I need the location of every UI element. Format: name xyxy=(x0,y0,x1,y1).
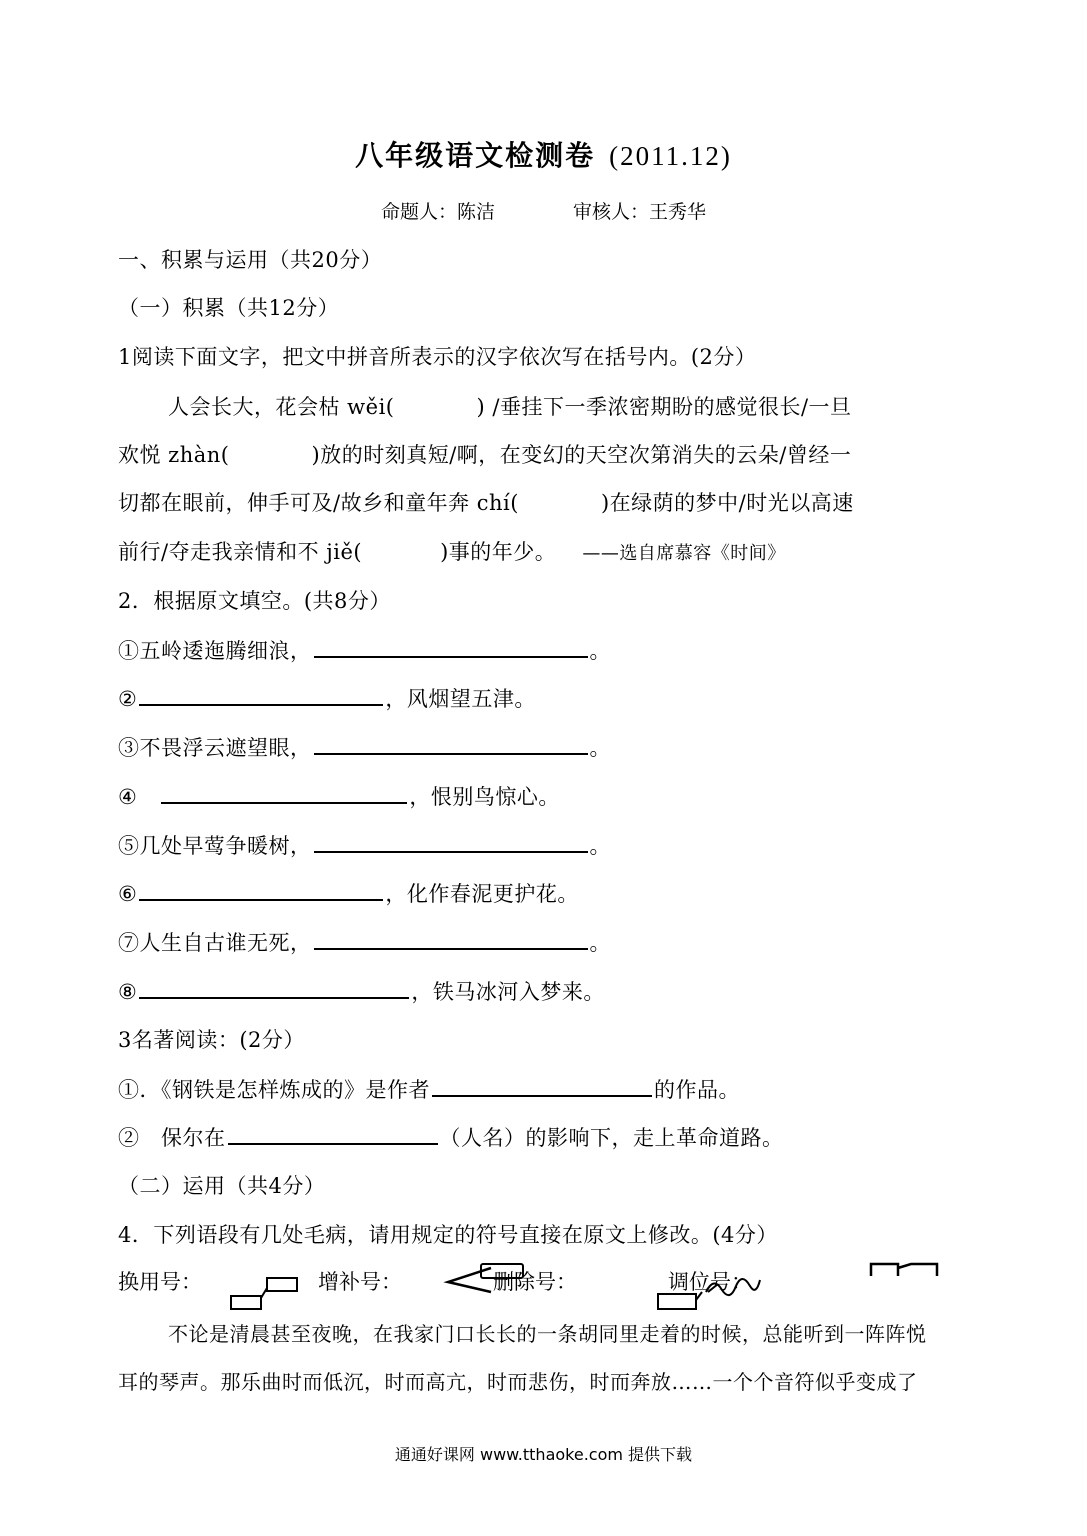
transpose-symbol-label: 调位号： xyxy=(668,1270,752,1294)
q2-item-3 xyxy=(118,731,611,762)
page-title xyxy=(0,134,1087,174)
title-date: (2011.12) xyxy=(609,141,732,171)
answer-blank[interactable] xyxy=(228,1121,438,1145)
replace-symbol-icon xyxy=(231,1278,297,1309)
authors-line xyxy=(0,197,1087,224)
q1-line-1-b: ) /垂挂下一季浓密期盼的感觉很长/一旦 xyxy=(476,395,852,419)
delete-symbol-label: 删除号： xyxy=(493,1270,577,1294)
q2-item-2-pre: ② xyxy=(118,687,138,711)
q2-item-2-post: ，风烟望五津。 xyxy=(385,687,536,711)
question-3-prompt: 3名著阅读：(2分） xyxy=(118,1028,305,1052)
insert-symbol-label: 增补号： xyxy=(318,1270,402,1294)
q1-line-3-a: 切都在眼前，伸手可及/故乡和童年奔 chí( xyxy=(118,491,519,515)
answer-blank[interactable] xyxy=(139,975,409,999)
q2-item-1-post: 。 xyxy=(589,639,611,663)
transpose-symbol-icon xyxy=(706,1279,760,1295)
answer-blank[interactable] xyxy=(161,780,407,804)
q2-item-7-pre: ⑦人生自古谁无死， xyxy=(118,931,312,955)
footer-credit: 通通好课网 www.tthaoke.com 提供下载 xyxy=(394,1445,693,1464)
q3-item-1 xyxy=(118,1073,740,1104)
q2-item-8-pre: ⑧ xyxy=(118,980,138,1004)
question-4-prompt: 4．下列语段有几处毛病，请用规定的符号直接在原文上修改。(4分） xyxy=(118,1223,778,1247)
q2-item-3-post: 。 xyxy=(589,736,611,760)
q1-line-3 xyxy=(118,487,854,517)
q2-item-8-post: ，铁马冰河入梦来。 xyxy=(411,980,605,1004)
q2-item-7 xyxy=(118,926,611,957)
q2-item-5-post: 。 xyxy=(589,834,611,858)
q1-line-1 xyxy=(168,391,852,421)
q1-line-2 xyxy=(118,439,851,469)
q1-line-1-a: 人会长大，花会枯 wěi( xyxy=(168,395,395,419)
q1-line-4-a: 前行/夺走我亲情和不 jiě( xyxy=(118,540,363,564)
q1-line-2-b: )放的时刻真短/啊，在变幻的天空次第消失的云朵/曾经一 xyxy=(311,443,852,467)
q2-item-7-post: 。 xyxy=(589,931,611,955)
q1-line-3-b: )在绿荫的梦中/时光以高速 xyxy=(600,491,854,515)
q2-item-6 xyxy=(118,877,579,908)
q3-item-1-post: 的作品。 xyxy=(654,1078,740,1102)
q1-line-4 xyxy=(118,536,786,566)
q2-item-2 xyxy=(118,682,536,713)
q4-paragraph-line-1: 不论是清晨甚至夜晚，在我家门口长长的一条胡同里走着的时候，总能听到一阵阵悦 xyxy=(168,1322,927,1346)
answer-blank[interactable] xyxy=(314,926,588,950)
q2-item-4-pre: ④ xyxy=(118,785,138,809)
q1-source: ——选自席慕容《时间》 xyxy=(582,543,786,564)
q2-item-5-pre: ⑤几处早莺争暖树， xyxy=(118,834,312,858)
replace-symbol-label: 换用号： xyxy=(118,1270,202,1294)
q1-line-4-b: )事的年少。 xyxy=(440,540,557,564)
answer-blank[interactable] xyxy=(314,731,588,755)
q2-item-8 xyxy=(118,975,605,1006)
q2-item-6-post: ，化作春泥更护花。 xyxy=(385,882,579,906)
q2-item-1 xyxy=(118,634,611,665)
correction-symbols-row xyxy=(118,1262,978,1314)
correction-symbols-drawing xyxy=(118,1262,978,1314)
q2-item-1-pre: ①五岭逶迤腾细浪， xyxy=(118,639,312,663)
delete-symbol-icon xyxy=(481,1264,523,1278)
question-1-prompt: 1阅读下面文字，把文中拼音所表示的汉字依次写在括号内。(2分） xyxy=(118,345,757,369)
bracket-symbol-icon xyxy=(871,1264,937,1276)
q2-item-4-post: ，恨别鸟惊心。 xyxy=(409,785,560,809)
q2-item-3-pre: ③不畏浮云遮望眼， xyxy=(118,736,312,760)
answer-blank[interactable] xyxy=(314,634,588,658)
answer-blank[interactable] xyxy=(432,1073,652,1097)
q1-line-2-a: 欢悦 zhàn( xyxy=(118,443,230,467)
subsection-heading-1: （一）积累（共12分） xyxy=(118,296,340,320)
section-heading: 一、积累与运用（共20分） xyxy=(118,248,383,272)
q2-item-4 xyxy=(118,780,560,811)
q4-paragraph-line-2: 耳的琴声。那乐曲时而低沉，时而高亢，时而悲伤，时而奔放……一个个音符似乎变成了 xyxy=(118,1370,918,1394)
q2-item-6-pre: ⑥ xyxy=(118,882,138,906)
author: 命题人：陈洁 xyxy=(380,201,495,223)
q2-item-5 xyxy=(118,829,611,860)
subsection-heading-2: （二）运用（共4分） xyxy=(118,1174,326,1198)
insert-symbol-icon xyxy=(448,1268,491,1292)
q3-item-2 xyxy=(118,1121,784,1152)
q3-item-1-pre: ①．《钢铁是怎样炼成的》是作者 xyxy=(118,1078,430,1102)
question-2-prompt: 2．根据原文填空。(共8分） xyxy=(118,589,391,613)
q3-item-2-pre: ② 保尔在 xyxy=(118,1126,226,1150)
title-text: 八年级语文检测卷 xyxy=(355,139,596,172)
answer-blank[interactable] xyxy=(139,877,383,901)
answer-blank[interactable] xyxy=(314,829,588,853)
answer-blank[interactable] xyxy=(139,682,383,706)
delete-box-icon xyxy=(658,1292,702,1309)
q3-item-2-post: （人名）的影响下，走上革命道路。 xyxy=(439,1126,784,1150)
reviewer: 审核人：王秀华 xyxy=(573,201,707,223)
